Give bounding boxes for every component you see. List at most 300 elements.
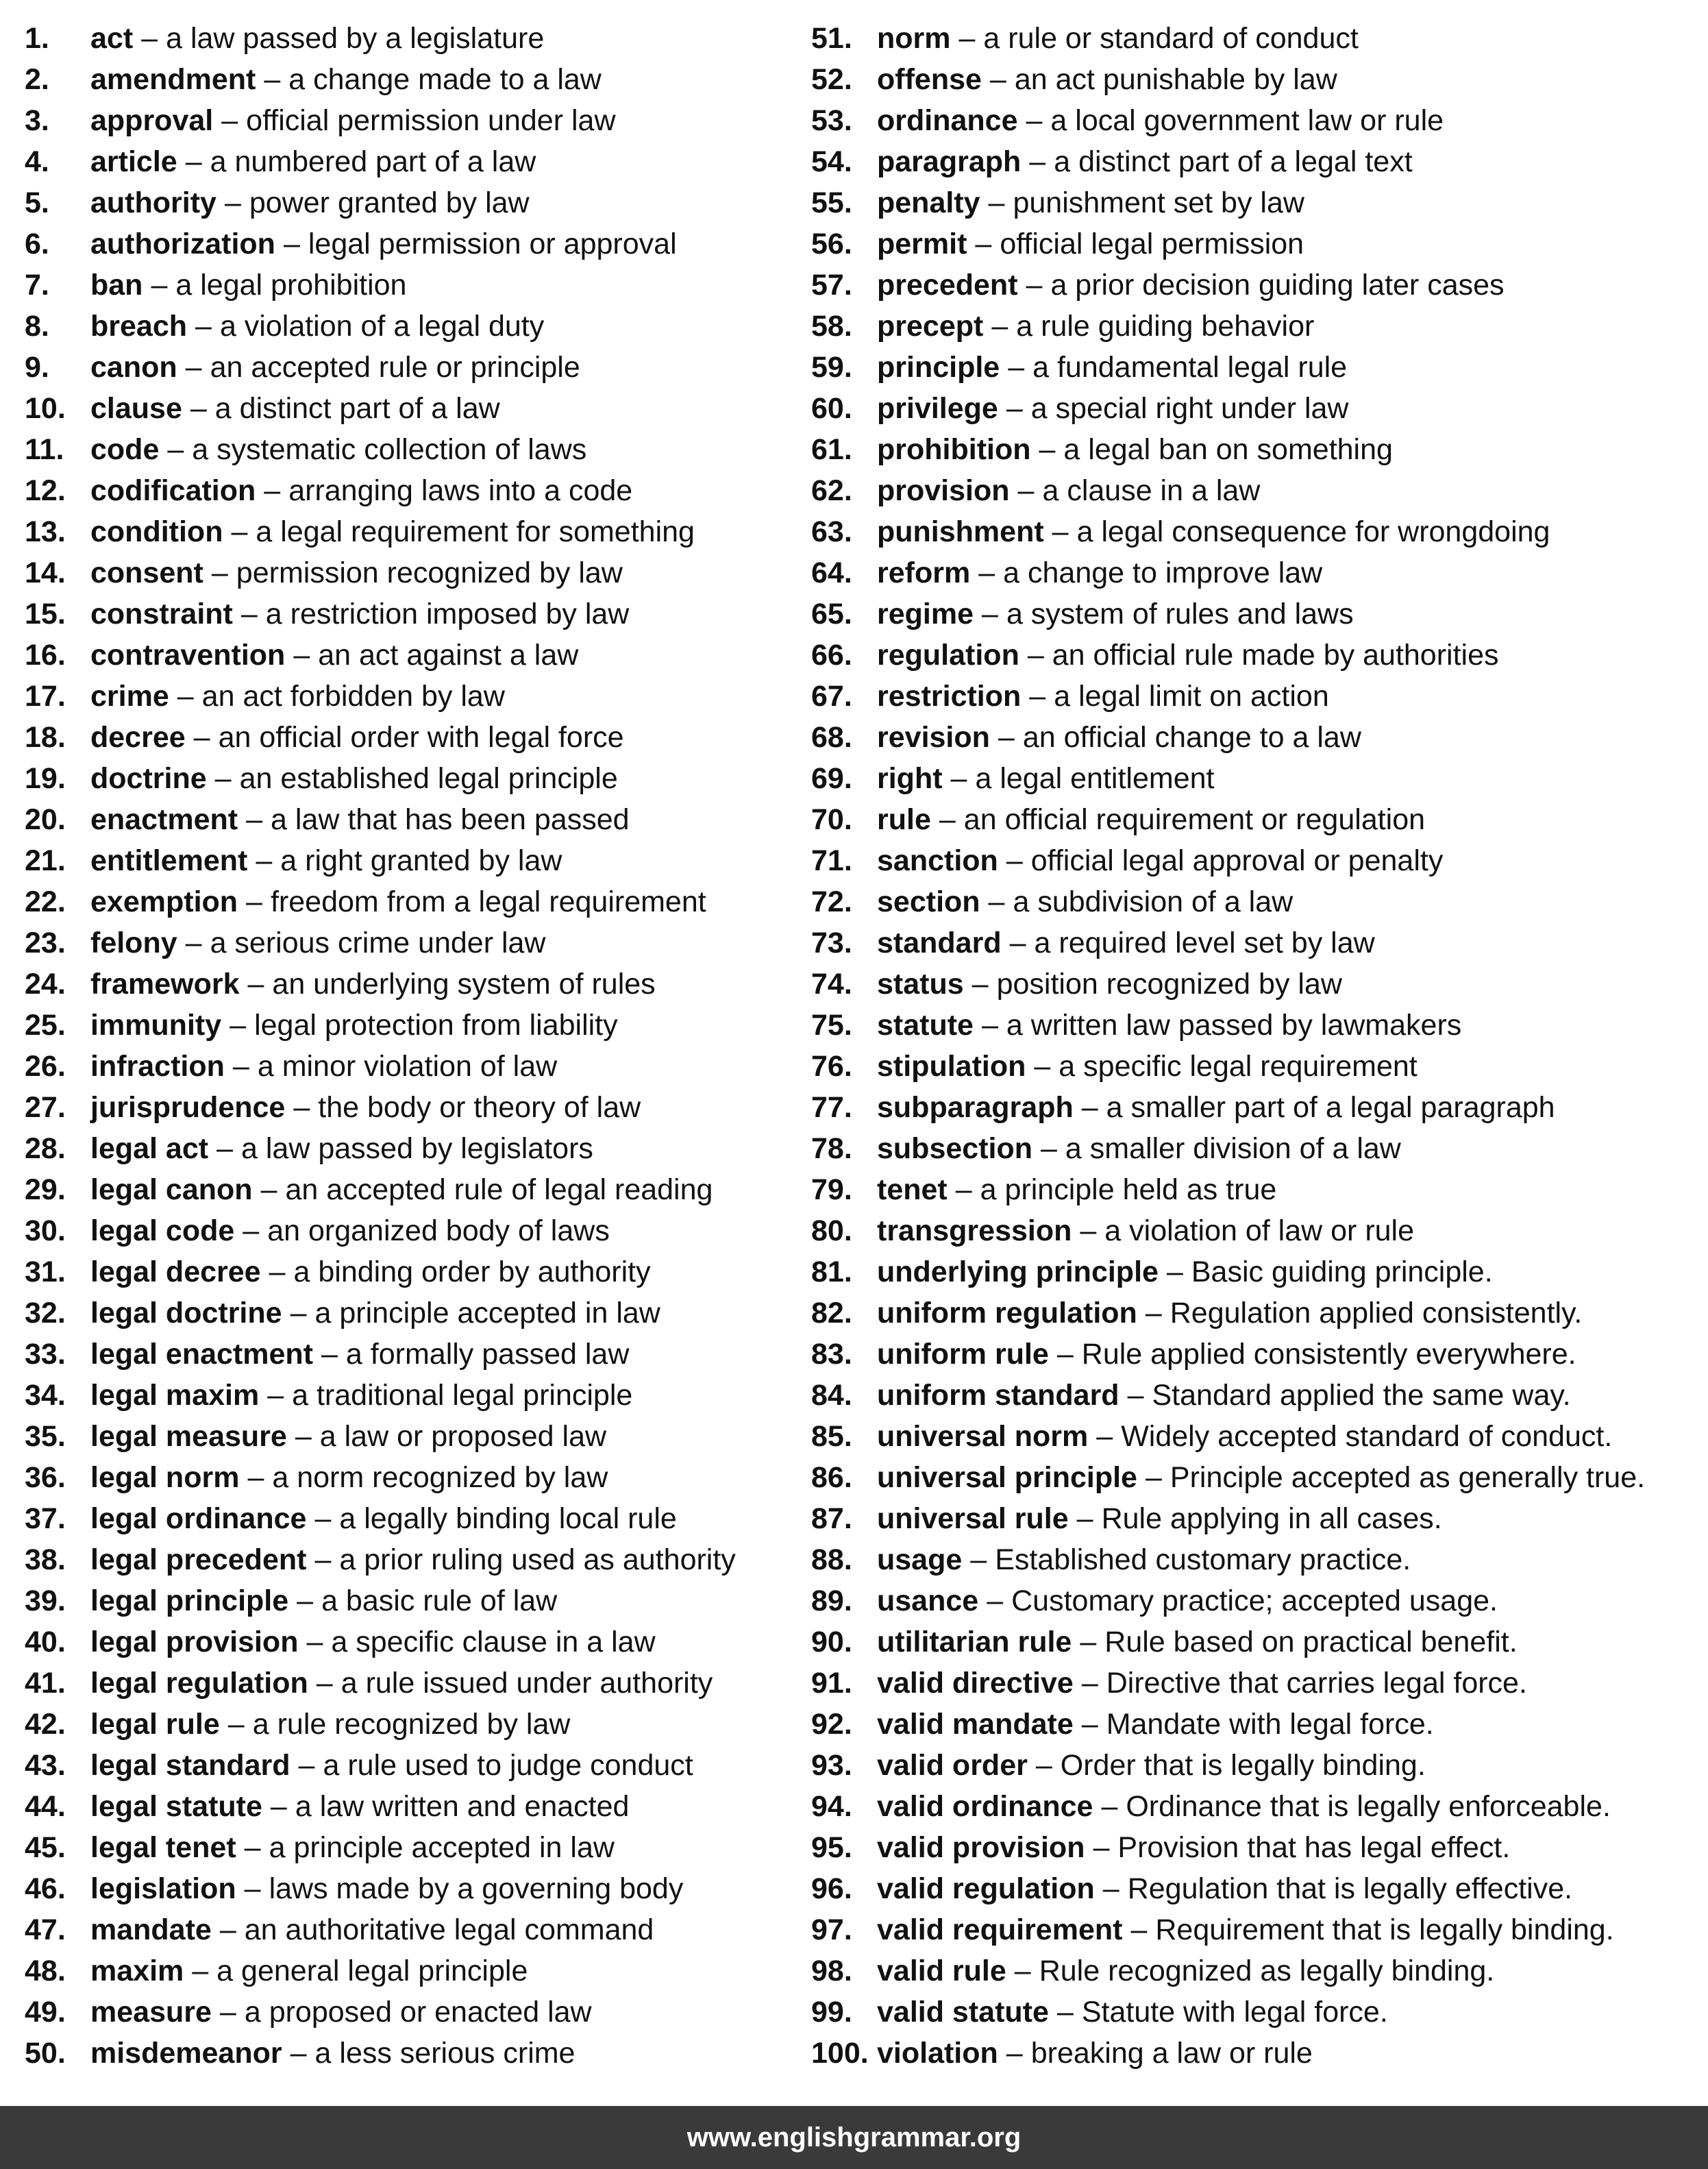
list-item <box>25 1292 806 1334</box>
item-separator: – <box>193 721 210 754</box>
list-item <box>25 470 806 511</box>
list-item <box>811 1786 1702 1827</box>
list-item <box>811 265 1702 306</box>
item-separator: – <box>987 1584 1004 1617</box>
item-term: canon <box>90 351 177 384</box>
item-definition: a principle accepted in law <box>269 1831 615 1864</box>
item-term: legal code <box>90 1214 235 1247</box>
item-term: precept <box>877 310 984 343</box>
item-number: 90. <box>811 1626 852 1658</box>
item-definition: a rule recognized by law <box>252 1708 571 1741</box>
item-definition: a rule guiding behavior <box>1016 310 1315 343</box>
item-separator: – <box>1127 1379 1144 1412</box>
item-definition: a system of rules and laws <box>1006 598 1354 630</box>
item-definition: a legally binding local rule <box>339 1502 677 1535</box>
list-item <box>25 429 806 470</box>
item-definition: a systematic collection of laws <box>192 433 587 466</box>
item-separator: – <box>297 1584 314 1617</box>
item-number: 53. <box>811 104 852 137</box>
item-term: legal measure <box>90 1420 287 1453</box>
item-separator: – <box>950 762 967 795</box>
item-definition: a subdivision of a law <box>1013 885 1294 918</box>
list-item <box>811 1128 1702 1169</box>
item-term: universal rule <box>877 1502 1069 1535</box>
item-number: 5. <box>25 186 49 219</box>
item-term: regime <box>877 598 974 630</box>
item-number: 95. <box>811 1831 852 1864</box>
item-number: 96. <box>811 1872 852 1905</box>
item-number: 3. <box>25 104 49 137</box>
list-item <box>25 717 806 758</box>
item-definition: a traditional legal principle <box>292 1379 633 1412</box>
item-number: 4. <box>25 145 49 178</box>
item-term: section <box>877 885 980 918</box>
item-separator: – <box>1052 515 1069 548</box>
list-item <box>25 799 806 840</box>
item-number: 58. <box>811 310 852 343</box>
item-term: rule <box>877 803 931 836</box>
item-number: 68. <box>811 721 852 754</box>
item-separator: – <box>314 1502 332 1535</box>
item-definition: a restriction imposed by law <box>265 598 630 630</box>
item-definition: a legal consequence for wrongdoing <box>1076 515 1550 548</box>
item-separator: – <box>221 104 238 137</box>
item-number: 37. <box>25 1502 66 1535</box>
list-item <box>25 1992 806 2033</box>
item-separator: – <box>232 1050 249 1083</box>
list-item <box>25 635 806 676</box>
item-separator: – <box>185 145 202 178</box>
list-item <box>811 881 1702 922</box>
item-separator: – <box>185 927 202 959</box>
list-item <box>25 1868 806 1909</box>
item-term: valid regulation <box>877 1872 1095 1905</box>
list-item <box>811 799 1702 840</box>
list-item <box>25 182 806 223</box>
item-separator: – <box>270 1790 287 1823</box>
item-definition: Principle accepted as generally true. <box>1169 1461 1646 1494</box>
item-number: 36. <box>25 1461 66 1494</box>
item-number: 49. <box>25 1996 66 2029</box>
item-definition: a law or proposed law <box>319 1420 607 1453</box>
list-item <box>811 1005 1702 1046</box>
item-term: legal principle <box>90 1584 289 1617</box>
item-term: legal canon <box>90 1173 253 1206</box>
list-item <box>811 141 1702 182</box>
item-separator: – <box>195 310 212 343</box>
list-item <box>25 1169 806 1210</box>
item-separator: – <box>141 22 158 55</box>
item-number: 60. <box>811 392 852 425</box>
item-separator: – <box>1102 1872 1119 1905</box>
item-number: 64. <box>811 556 852 589</box>
item-separator: – <box>227 1708 245 1741</box>
item-definition: Basic guiding principle. <box>1191 1255 1493 1288</box>
list-item <box>25 1457 806 1498</box>
item-definition: an accepted rule or principle <box>210 351 580 384</box>
item-term: contravention <box>90 639 286 672</box>
list-item <box>811 1663 1702 1704</box>
item-number: 73. <box>811 927 852 959</box>
item-number: 94. <box>811 1790 852 1823</box>
list-item <box>811 676 1702 717</box>
left-column <box>25 18 806 2074</box>
list-item <box>25 840 806 881</box>
item-definition: an accepted rule of legal reading <box>285 1173 713 1206</box>
item-term: entitlement <box>90 844 248 877</box>
item-term: crime <box>90 680 169 713</box>
item-number: 87. <box>811 1502 852 1535</box>
item-term: stipulation <box>877 1050 1026 1083</box>
item-definition: a required level set by law <box>1034 927 1375 959</box>
item-definition: legal protection from liability <box>254 1009 618 1042</box>
item-definition: Order that is legally binding. <box>1060 1749 1426 1782</box>
item-separator: – <box>190 392 207 425</box>
item-term: code <box>90 433 160 466</box>
item-term: usage <box>877 1543 963 1576</box>
item-separator: – <box>269 1255 286 1288</box>
item-separator: – <box>1009 927 1026 959</box>
item-number: 16. <box>25 639 66 672</box>
list-item <box>811 59 1702 100</box>
list-item <box>811 1292 1702 1334</box>
item-definition: a basic rule of law <box>321 1584 558 1617</box>
item-definition: a violation of a legal duty <box>219 310 545 343</box>
item-definition: Mandate with legal force. <box>1106 1708 1434 1741</box>
item-number: 19. <box>25 762 66 795</box>
item-separator: – <box>1076 1502 1093 1535</box>
item-term: legal tenet <box>90 1831 236 1864</box>
item-term: reform <box>877 556 971 589</box>
item-term: universal principle <box>877 1461 1137 1494</box>
item-definition: Rule recognized as legally binding. <box>1039 1954 1495 1987</box>
item-term: valid provision <box>877 1831 1085 1864</box>
item-number: 38. <box>25 1543 66 1576</box>
item-term: exemption <box>90 885 238 918</box>
item-separator: – <box>256 844 273 877</box>
list-item <box>811 100 1702 141</box>
list-item <box>25 758 806 799</box>
item-separator: – <box>1014 1954 1031 1987</box>
item-definition: a general legal principle <box>216 1954 528 1987</box>
item-definition: official legal permission <box>1000 228 1304 260</box>
item-definition: Statute with legal force. <box>1081 1996 1388 2029</box>
list-item <box>811 18 1702 59</box>
item-number: 29. <box>25 1173 66 1206</box>
item-term: offense <box>877 63 982 96</box>
item-definition: a proposed or enacted law <box>244 1996 592 2029</box>
item-term: immunity <box>90 1009 222 1042</box>
list-item <box>25 593 806 635</box>
item-separator: – <box>1035 1749 1052 1782</box>
item-number: 6. <box>25 228 49 260</box>
item-number: 11. <box>25 433 64 466</box>
item-number: 78. <box>811 1132 852 1165</box>
item-separator: – <box>988 186 1005 219</box>
item-number: 55. <box>811 186 852 219</box>
item-definition: position recognized by law <box>996 968 1342 1001</box>
item-number: 75. <box>811 1009 852 1042</box>
item-number: 32. <box>25 1297 66 1329</box>
item-definition: a distinct part of a law <box>214 392 500 425</box>
item-term: restriction <box>877 680 1022 713</box>
item-separator: – <box>1101 1790 1118 1823</box>
item-separator: – <box>978 556 995 589</box>
item-definition: a principle accepted in law <box>314 1297 660 1329</box>
item-definition: a rule issued under authority <box>341 1667 713 1700</box>
item-number: 34. <box>25 1379 66 1412</box>
item-term: prohibition <box>877 433 1031 466</box>
item-term: legal regulation <box>90 1667 308 1700</box>
item-term: ban <box>90 269 143 302</box>
item-separator: – <box>219 1913 236 1946</box>
list-item <box>25 2033 806 2074</box>
item-separator: – <box>167 433 184 466</box>
item-number: 57. <box>811 269 852 302</box>
item-definition: power granted by law <box>249 186 530 219</box>
item-term: valid directive <box>877 1667 1074 1700</box>
item-term: clause <box>90 392 182 425</box>
item-term: violation <box>877 2037 998 2070</box>
item-separator: – <box>1034 1050 1051 1083</box>
list-item <box>25 1786 806 1827</box>
item-term: legislation <box>90 1872 236 1905</box>
item-number: 47. <box>25 1913 66 1946</box>
item-term: consent <box>90 556 203 589</box>
list-item <box>25 1046 806 1087</box>
item-term: authorization <box>90 228 275 260</box>
item-separator: – <box>1026 104 1043 137</box>
item-term: legal statute <box>90 1790 262 1823</box>
list-item <box>25 141 806 182</box>
list-item <box>25 1128 806 1169</box>
item-number: 69. <box>811 762 852 795</box>
item-term: right <box>877 762 943 795</box>
item-definition: an act punishable by law <box>1014 63 1337 96</box>
item-number: 66. <box>811 639 852 672</box>
item-separator: – <box>975 228 992 260</box>
list-item <box>811 1046 1702 1087</box>
item-definition: freedom from a legal requirement <box>270 885 706 918</box>
item-definition: a law passed by a legislature <box>166 22 545 55</box>
item-term: legal standard <box>90 1749 290 1782</box>
item-definition: a change to improve law <box>1003 556 1323 589</box>
list-item <box>811 1498 1702 1539</box>
item-term: subsection <box>877 1132 1032 1165</box>
item-term: permit <box>877 228 967 260</box>
item-definition: a formally passed law <box>345 1338 630 1371</box>
item-number: 35. <box>25 1420 66 1453</box>
item-separator: – <box>982 598 998 630</box>
item-number: 33. <box>25 1338 66 1371</box>
item-term: punishment <box>877 515 1044 548</box>
item-definition: a distinct part of a legal text <box>1054 145 1413 178</box>
item-separator: – <box>1080 1626 1097 1658</box>
item-number: 22. <box>25 885 66 918</box>
list-item <box>25 347 806 388</box>
item-separator: – <box>244 1831 261 1864</box>
item-number: 12. <box>25 474 66 507</box>
item-definition: a legal entitlement <box>975 762 1215 795</box>
item-definition: an official requirement or regulation <box>963 803 1426 836</box>
item-term: legal act <box>90 1132 209 1165</box>
item-term: measure <box>90 1996 212 2029</box>
item-number: 51. <box>811 22 852 55</box>
item-definition: a local government law or rule <box>1050 104 1444 137</box>
item-separator: – <box>264 63 281 96</box>
item-number: 67. <box>811 680 852 713</box>
item-separator: – <box>1006 392 1023 425</box>
item-separator: – <box>1027 639 1044 672</box>
item-separator: – <box>192 1954 209 1987</box>
item-number: 10. <box>25 392 66 425</box>
item-number: 85. <box>811 1420 852 1453</box>
item-number: 71. <box>811 844 852 877</box>
item-term: usance <box>877 1584 979 1617</box>
item-number: 26. <box>25 1050 66 1083</box>
item-number: 99. <box>811 1996 852 2029</box>
item-number: 89. <box>811 1584 852 1617</box>
item-term: uniform standard <box>877 1379 1119 1412</box>
item-separator: – <box>306 1626 323 1658</box>
footer-bar <box>0 2106 1708 2169</box>
item-separator: – <box>244 1872 261 1905</box>
item-definition: a violation of law or rule <box>1104 1214 1415 1247</box>
item-term: subparagraph <box>877 1091 1074 1124</box>
item-term: amendment <box>90 63 256 96</box>
item-term: decree <box>90 721 186 754</box>
list-item <box>811 552 1702 593</box>
item-definition: a legal ban on something <box>1063 433 1393 466</box>
item-definition: an act forbidden by law <box>201 680 505 713</box>
item-number: 97. <box>811 1913 852 1946</box>
list-item <box>811 758 1702 799</box>
item-term: legal rule <box>90 1708 220 1741</box>
item-definition: a law passed by legislators <box>241 1132 593 1165</box>
list-item <box>811 429 1702 470</box>
item-separator: – <box>1056 1338 1074 1371</box>
item-term: authority <box>90 186 216 219</box>
item-definition: a rule used to judge conduct <box>323 1749 693 1782</box>
item-definition: an authoritative legal command <box>244 1913 654 1946</box>
item-term: breach <box>90 310 188 343</box>
item-number: 20. <box>25 803 66 836</box>
item-term: valid mandate <box>877 1708 1074 1741</box>
item-definition: a law that has been passed <box>271 803 630 836</box>
list-item <box>25 1210 806 1251</box>
list-item <box>25 922 806 964</box>
item-separator: – <box>246 885 262 918</box>
list-item <box>25 306 806 347</box>
item-definition: punishment set by law <box>1013 186 1304 219</box>
item-separator: – <box>1041 1132 1057 1165</box>
item-separator: – <box>1006 844 1023 877</box>
item-definition: the body or theory of law <box>318 1091 641 1124</box>
item-separator: – <box>1017 474 1035 507</box>
item-definition: laws made by a governing body <box>269 1872 684 1905</box>
list-item <box>811 964 1702 1005</box>
list-item <box>811 1375 1702 1416</box>
item-definition: legal permission or approval <box>308 228 677 260</box>
item-definition: a smaller division of a law <box>1065 1132 1401 1165</box>
item-definition: official permission under law <box>246 104 616 137</box>
list-item <box>811 593 1702 635</box>
item-separator: – <box>216 1132 234 1165</box>
item-separator: – <box>981 1009 998 1042</box>
item-separator: – <box>1056 1996 1074 2029</box>
item-definition: a special right under law <box>1030 392 1349 425</box>
item-number: 30. <box>25 1214 66 1247</box>
item-term: valid ordinance <box>877 1790 1093 1823</box>
item-separator: – <box>247 968 264 1001</box>
list-item <box>25 1663 806 1704</box>
item-separator: – <box>1029 145 1046 178</box>
item-separator: – <box>998 721 1015 754</box>
item-number: 17. <box>25 680 66 713</box>
item-number: 14. <box>25 556 66 589</box>
item-term: valid statute <box>877 1996 1049 2029</box>
item-term: mandate <box>90 1913 212 1946</box>
item-definition: a smaller part of a legal paragraph <box>1106 1091 1555 1124</box>
list-item <box>25 1827 806 1868</box>
item-number: 59. <box>811 351 852 384</box>
item-separator: – <box>246 803 262 836</box>
item-separator: – <box>219 1996 236 2029</box>
item-number: 76. <box>811 1050 852 1083</box>
item-separator: – <box>185 351 202 384</box>
list-item <box>811 2033 1702 2074</box>
item-definition: Rule based on practical benefit. <box>1104 1626 1518 1658</box>
item-separator: – <box>1081 1667 1098 1700</box>
item-term: uniform regulation <box>877 1297 1137 1329</box>
list-item <box>811 511 1702 552</box>
list-item <box>811 1909 1702 1950</box>
item-number: 65. <box>811 598 852 630</box>
list-item <box>811 1745 1702 1786</box>
item-term: status <box>877 968 964 1001</box>
item-definition: Rule applied consistently everywhere. <box>1081 1338 1576 1371</box>
item-separator: – <box>970 1543 987 1576</box>
item-separator: – <box>295 1420 312 1453</box>
item-term: uniform rule <box>877 1338 1049 1371</box>
item-term: tenet <box>877 1173 948 1206</box>
item-definition: a less serious crime <box>314 2037 575 2070</box>
item-definition: a numbered part of a law <box>210 145 536 178</box>
item-definition: a legal prohibition <box>175 269 407 302</box>
item-definition: a prior ruling used as authority <box>339 1543 736 1576</box>
item-term: legal enactment <box>90 1338 313 1371</box>
item-term: underlying principle <box>877 1255 1159 1288</box>
item-definition: an act against a law <box>318 639 579 672</box>
item-definition: an official rule made by authorities <box>1052 639 1499 672</box>
item-definition: a serious crime under law <box>210 927 546 959</box>
item-term: legal decree <box>90 1255 261 1288</box>
item-separator: – <box>1145 1461 1162 1494</box>
footer-website-link[interactable]: www.englishgrammar.org <box>686 2122 1022 2153</box>
list-item <box>811 1416 1702 1457</box>
item-number: 13. <box>25 515 66 548</box>
item-number: 79. <box>811 1173 852 1206</box>
item-separator: – <box>231 515 248 548</box>
item-separator: – <box>939 803 956 836</box>
item-separator: – <box>283 228 300 260</box>
list-item <box>811 1251 1702 1292</box>
item-term: utilitarian rule <box>877 1626 1072 1658</box>
list-item <box>25 881 806 922</box>
item-number: 42. <box>25 1708 66 1741</box>
item-number: 8. <box>25 310 49 343</box>
list-item <box>25 1375 806 1416</box>
